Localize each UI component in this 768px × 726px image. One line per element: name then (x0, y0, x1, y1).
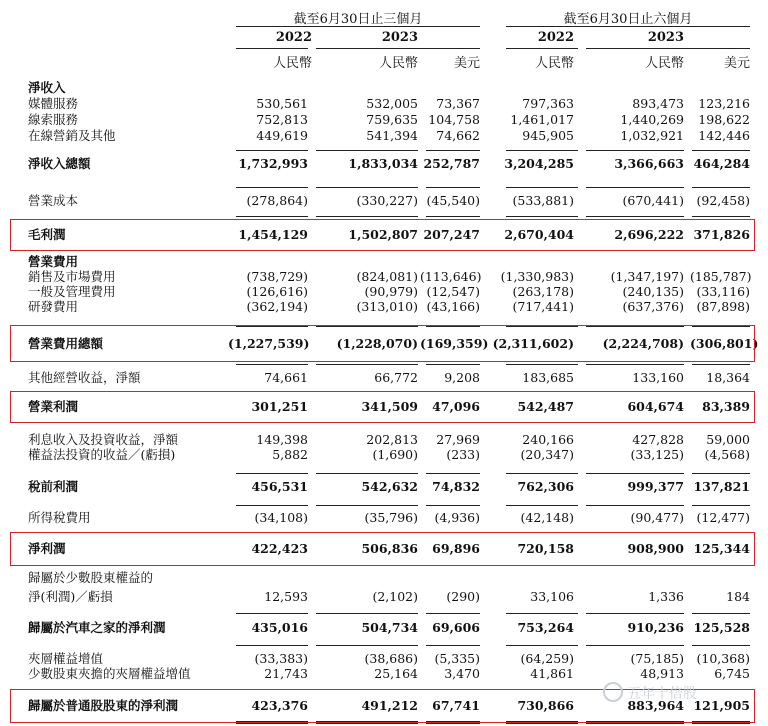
value-cell: 945,905 (522, 128, 574, 143)
subtotal-rule (236, 613, 308, 614)
value-cell: (4,936) (434, 510, 480, 525)
subtotal-rule (692, 613, 750, 614)
value-cell: 73,367 (436, 96, 480, 111)
period-underline-6m (506, 26, 750, 27)
value-cell: 456,531 (251, 479, 308, 494)
value-cell: (2,311,602) (492, 336, 574, 351)
currency-header-6: 美元 (723, 56, 750, 71)
value-cell: (313,010) (356, 299, 418, 314)
value-cell: 2,670,404 (504, 227, 574, 242)
subtotal-rule (426, 364, 480, 365)
value-cell: 27,969 (436, 432, 480, 447)
subtotal-rule (316, 645, 418, 646)
subtotal-rule (586, 645, 684, 646)
row-label: 稅前利潤 (28, 479, 79, 494)
subtotal-rule (506, 613, 578, 614)
value-cell: (34,108) (254, 510, 308, 525)
value-cell: 797,363 (522, 96, 574, 111)
value-cell: 12,593 (264, 589, 308, 604)
value-cell: 83,389 (702, 399, 750, 414)
year-underline-2 (316, 48, 480, 49)
value-cell: 121,905 (693, 698, 750, 713)
value-cell: 207,247 (423, 227, 480, 242)
value-cell: (10,368) (696, 651, 750, 666)
total-double-rule (236, 723, 308, 724)
subtotal-rule (316, 150, 418, 151)
value-cell: 1,336 (648, 589, 684, 604)
value-cell: 427,828 (632, 432, 684, 447)
subtotal-rule (586, 473, 684, 474)
subtotal-rule (316, 187, 418, 188)
value-cell: (717,441) (512, 299, 574, 314)
highlight-total-operating-expenses (10, 325, 759, 362)
value-cell: 1,461,017 (510, 112, 574, 127)
row-label: 利息收入及投資收益，淨額 (28, 432, 179, 447)
subtotal-rule (426, 187, 480, 188)
value-cell: 74,662 (436, 128, 480, 143)
value-cell: (33,125) (630, 447, 684, 462)
row-label: 營業成本 (28, 193, 79, 208)
total-double-rule (426, 723, 480, 724)
subtotal-rule (506, 645, 578, 646)
value-cell: 1,032,921 (620, 128, 684, 143)
value-cell: 74,832 (432, 479, 480, 494)
value-cell: 137,821 (693, 479, 750, 494)
value-cell: 69,896 (432, 541, 480, 556)
total-double-rule (586, 723, 684, 724)
subtotal-rule (586, 613, 684, 614)
subtotal-rule (236, 150, 308, 151)
value-cell: (2,102) (372, 589, 418, 604)
value-cell: (330,227) (356, 193, 418, 208)
subtotal-rule (586, 150, 684, 151)
value-cell: 1,732,993 (238, 156, 308, 171)
value-cell: (306,801) (690, 336, 759, 351)
value-cell: (45,540) (426, 193, 480, 208)
subtotal-rule (426, 150, 480, 151)
subtotal-rule (236, 473, 308, 474)
subtotal-rule (692, 645, 750, 646)
value-cell: 198,622 (698, 112, 750, 127)
value-cell: 74,661 (264, 370, 308, 385)
subtotal-rule (692, 187, 750, 188)
currency-header-1: 人民幣 (272, 56, 312, 71)
subtotal-rule (506, 150, 578, 151)
row-label: 其他經營收益，淨額 (28, 370, 141, 385)
value-cell: 183,685 (522, 370, 574, 385)
highlight-gross-profit (10, 219, 755, 251)
value-cell: (64,259) (520, 651, 574, 666)
value-cell: 893,473 (632, 96, 684, 111)
value-cell: 1,833,034 (348, 156, 418, 171)
subtotal-rule (426, 505, 480, 506)
subtotal-rule (316, 364, 418, 365)
subtotal-rule (316, 613, 418, 614)
subtotal-rule (426, 473, 480, 474)
value-cell: 730,866 (517, 698, 574, 713)
value-cell: 1,502,807 (348, 227, 418, 242)
value-cell: 59,000 (706, 432, 750, 447)
highlight-net-profit (10, 532, 755, 566)
period-underline-3m (236, 26, 480, 27)
total-double-rule (692, 723, 750, 724)
value-cell: 1,440,269 (620, 112, 684, 127)
value-cell: (233) (446, 447, 480, 462)
year-underline-1 (236, 48, 308, 49)
watermark: 五年十倍股 (603, 682, 697, 703)
value-cell: 252,787 (423, 156, 480, 171)
value-cell: (240,135) (622, 284, 684, 299)
value-cell: 3,470 (444, 666, 480, 681)
value-cell: 125,528 (693, 620, 750, 635)
value-cell: (43,166) (426, 299, 480, 314)
value-cell: 762,306 (517, 479, 574, 494)
value-cell: 3,366,663 (614, 156, 684, 171)
currency-header-5: 人民幣 (644, 56, 684, 71)
value-cell: 435,016 (251, 620, 308, 635)
value-cell: (1,227,539) (228, 336, 310, 351)
value-cell: 604,674 (627, 399, 684, 414)
year-underline-3 (506, 48, 578, 49)
value-cell: 530,561 (256, 96, 308, 111)
currency-header-4: 人民幣 (534, 56, 574, 71)
subtotal-rule (316, 505, 418, 506)
subtotal-rule (692, 150, 750, 151)
year-2022-6m: 2022 (537, 30, 574, 45)
total-double-rule (316, 723, 418, 724)
value-cell: 18,364 (706, 370, 750, 385)
subtotal-rule (692, 364, 750, 365)
row-label: 淨收入 (28, 80, 66, 95)
subtotal-rule (236, 216, 308, 217)
value-cell: 506,836 (361, 541, 418, 556)
value-cell: (169,359) (420, 336, 489, 351)
value-cell: 371,826 (693, 227, 750, 242)
year-2023-6m: 2023 (647, 30, 684, 45)
value-cell: 202,813 (366, 432, 418, 447)
value-cell: 21,743 (264, 666, 308, 681)
value-cell: (185,787) (690, 269, 752, 284)
year-underline-4 (586, 48, 750, 49)
value-cell: (90,477) (630, 510, 684, 525)
value-cell: 5,882 (272, 447, 308, 462)
value-cell: (4,568) (704, 447, 750, 462)
value-cell: (35,796) (364, 510, 418, 525)
value-cell: 9,208 (444, 370, 480, 385)
value-cell: (33,116) (696, 284, 750, 299)
value-cell: (2,224,708) (602, 336, 684, 351)
year-2023-3m: 2023 (381, 30, 418, 45)
value-cell: 133,160 (632, 370, 684, 385)
value-cell: 908,900 (627, 541, 684, 556)
row-label: 淨(利潤)／虧損 (28, 589, 113, 604)
row-label: 所得稅費用 (28, 510, 91, 525)
value-cell: (362,194) (246, 299, 308, 314)
value-cell: 3,204,285 (504, 156, 574, 171)
value-cell: 542,487 (517, 399, 574, 414)
subtotal-rule (236, 505, 308, 506)
subtotal-rule (236, 187, 308, 188)
value-cell: (637,376) (622, 299, 684, 314)
value-cell: 47,096 (432, 399, 480, 414)
value-cell: 759,635 (366, 112, 418, 127)
value-cell: 542,632 (361, 479, 418, 494)
period-header-three-months: 截至6月30日止三個月 (293, 12, 423, 27)
value-cell: (5,335) (434, 651, 480, 666)
subtotal-rule (586, 364, 684, 365)
value-cell: (20,347) (520, 447, 574, 462)
subtotal-rule (586, 505, 684, 506)
value-cell: 752,813 (256, 112, 308, 127)
value-cell: 883,964 (627, 698, 684, 713)
value-cell: (1,228,070) (336, 336, 418, 351)
value-cell: 41,861 (530, 666, 574, 681)
row-label: 營業費用總額 (28, 336, 104, 351)
currency-header-2: 人民幣 (378, 56, 418, 71)
row-label: 權益法投資的收益／(虧損) (28, 447, 176, 462)
total-double-rule (506, 723, 578, 724)
value-cell: 504,734 (361, 620, 418, 635)
value-cell: 449,619 (256, 128, 308, 143)
value-cell: (87,898) (696, 299, 750, 314)
period-header-six-months: 截至6月30日止六個月 (563, 12, 693, 27)
value-cell: (126,616) (246, 284, 308, 299)
subtotal-rule (506, 505, 578, 506)
year-2022-3m: 2022 (275, 30, 312, 45)
value-cell: (38,686) (364, 651, 418, 666)
subtotal-rule (692, 473, 750, 474)
subtotal-rule (426, 216, 480, 217)
subtotal-rule (506, 187, 578, 188)
subtotal-rule (692, 505, 750, 506)
row-label: 夾層權益增值 (28, 651, 104, 666)
value-cell: 910,236 (627, 620, 684, 635)
value-cell: (670,441) (622, 193, 684, 208)
value-cell: 25,164 (374, 666, 418, 681)
row-label: 歸屬於普通股股東的淨利潤 (28, 698, 179, 713)
highlight-operating-profit (10, 391, 755, 423)
value-cell: 301,251 (251, 399, 308, 414)
value-cell: 33,106 (530, 589, 574, 604)
row-label: 銷售及市場費用 (28, 269, 116, 284)
row-label: 歸屬於少數股東權益的 (28, 570, 154, 585)
value-cell: 753,264 (517, 620, 574, 635)
currency-header-3: 美元 (453, 56, 480, 71)
subtotal-rule (506, 364, 578, 365)
value-cell: 48,913 (640, 666, 684, 681)
subtotal-rule (316, 473, 418, 474)
subtotal-rule (236, 645, 308, 646)
row-label: 媒體服務 (28, 96, 79, 111)
value-cell: (75,185) (630, 651, 684, 666)
value-cell: (1,690) (372, 447, 418, 462)
value-cell: (263,178) (512, 284, 574, 299)
row-label: 歸屬於汽車之家的淨利潤 (28, 620, 166, 635)
value-cell: 104,758 (428, 112, 480, 127)
value-cell: (92,458) (696, 193, 750, 208)
subtotal-rule (426, 645, 480, 646)
value-cell: 142,446 (698, 128, 750, 143)
value-cell: 491,212 (361, 698, 418, 713)
value-cell: 6,745 (714, 666, 750, 681)
subtotal-rule (506, 473, 578, 474)
row-label: 營業費用 (28, 254, 79, 269)
value-cell: (1,347,197) (610, 269, 684, 284)
value-cell: (824,081) (356, 269, 418, 284)
subtotal-rule (316, 216, 418, 217)
value-cell: 423,376 (251, 698, 308, 713)
value-cell: (33,383) (254, 651, 308, 666)
row-label: 少數股東夾擔的夾層權益增值 (28, 666, 191, 681)
row-label: 線索服務 (28, 112, 79, 127)
value-cell: (42,148) (520, 510, 574, 525)
value-cell: (113,646) (420, 269, 482, 284)
value-cell: 999,377 (627, 479, 684, 494)
subtotal-rule (426, 613, 480, 614)
subtotal-rule (236, 364, 308, 365)
value-cell: 422,423 (251, 541, 308, 556)
row-label: 淨利潤 (28, 541, 66, 556)
subtotal-rule (506, 216, 578, 217)
value-cell: 541,394 (366, 128, 418, 143)
row-label: 營業利潤 (28, 399, 79, 414)
subtotal-rule (586, 187, 684, 188)
row-label: 毛利潤 (28, 227, 66, 242)
value-cell: (90,979) (364, 284, 418, 299)
value-cell: 1,454,129 (238, 227, 308, 242)
value-cell: 66,772 (374, 370, 418, 385)
value-cell: 69,606 (432, 620, 480, 635)
value-cell: (12,477) (696, 510, 750, 525)
row-label: 在線營銷及其他 (28, 128, 116, 143)
value-cell: 67,741 (432, 698, 480, 713)
value-cell: (12,547) (426, 284, 480, 299)
row-label: 一般及管理費用 (28, 284, 116, 299)
subtotal-rule (692, 216, 750, 217)
value-cell: (278,864) (246, 193, 308, 208)
value-cell: 123,216 (698, 96, 750, 111)
row-label: 淨收入總額 (28, 156, 91, 171)
subtotal-rule (586, 216, 684, 217)
value-cell: 341,509 (361, 399, 418, 414)
row-label: 研發費用 (28, 299, 79, 314)
value-cell: 149,398 (256, 432, 308, 447)
value-cell: (1,330,983) (500, 269, 574, 284)
value-cell: 532,005 (366, 96, 418, 111)
value-cell: (738,729) (246, 269, 308, 284)
value-cell: 125,344 (693, 541, 750, 556)
value-cell: (533,881) (512, 193, 574, 208)
value-cell: 184 (726, 589, 750, 604)
watermark-logo-icon (603, 682, 623, 702)
value-cell: 720,158 (517, 541, 574, 556)
value-cell: 240,166 (522, 432, 574, 447)
value-cell: (290) (446, 589, 480, 604)
value-cell: 2,696,222 (614, 227, 684, 242)
value-cell: 464,284 (693, 156, 750, 171)
